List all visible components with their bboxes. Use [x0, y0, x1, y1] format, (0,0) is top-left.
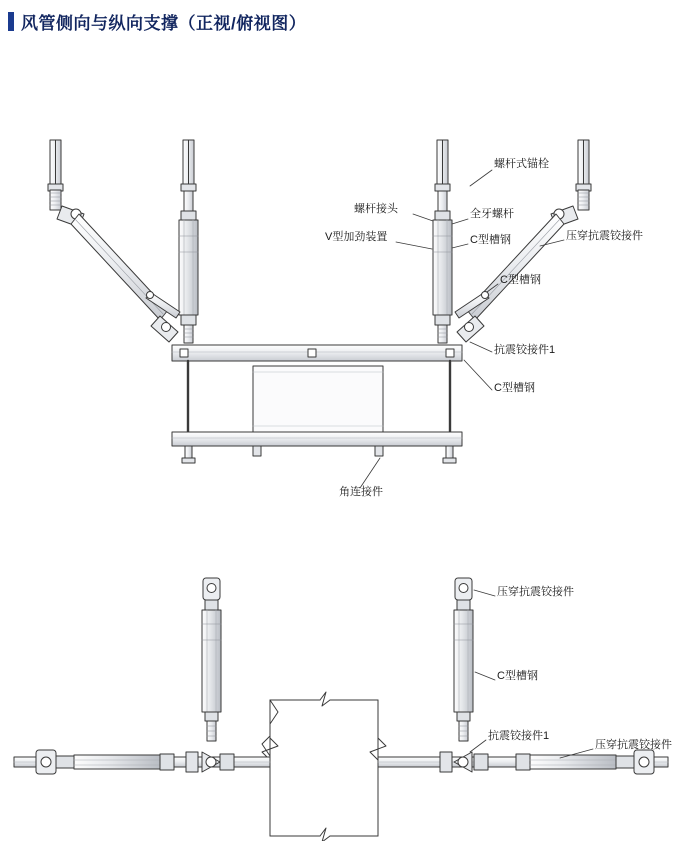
main-c-channel-upper [172, 345, 462, 361]
label-v-stiffener: V型加劲装置 [325, 231, 388, 243]
anchor-rod-left-inner [181, 140, 196, 191]
label-c-channel-right: C型槽钢 [500, 274, 541, 286]
label-c-channel-top-view: C型槽钢 [497, 670, 538, 682]
duct-plan [262, 692, 386, 841]
lower-c-channel [172, 432, 462, 463]
front-view-group [48, 140, 591, 463]
label-rod-joint: 螺杆接头 [354, 203, 398, 215]
title-text: 风管侧向与纵向支撑（正视/俯视图） [21, 13, 307, 33]
top-left-hinge-cluster [186, 752, 234, 772]
duct-body [253, 366, 383, 432]
label-seismic-hinge-joint-1: 抗震铰接件1 [494, 344, 556, 356]
top-strut-left [202, 578, 221, 741]
label-corner-connector: 角连接件 [339, 486, 383, 498]
vertical-strut-left [179, 191, 198, 343]
anchor-rod-left-outer [48, 140, 63, 210]
label-pressure-hinge-joint: 压穿抗震铰接件 [566, 230, 643, 242]
anchor-rod-right-outer [576, 140, 591, 210]
anchor-rod-right-inner [435, 140, 450, 191]
label-seismic-hinge-joint-1-top: 抗震铰接件1 [488, 730, 550, 742]
top-strut-right [454, 578, 473, 741]
label-pressure-hinge-joint-top: 压穿抗震铰接件 [497, 586, 574, 598]
top-right-hinge-cluster [440, 752, 488, 772]
label-c-channel-top: C型槽钢 [470, 234, 511, 246]
label-pressure-hinge-joint-top-right: 压穿抗震铰接件 [595, 739, 672, 751]
leader-lines [360, 170, 593, 758]
top-right-end-hinge [488, 750, 654, 774]
label-full-thread-rod: 全牙螺杆 [470, 208, 514, 220]
top-left-end-hinge [36, 750, 202, 774]
label-anchor-bolt: 螺杆式锚栓 [494, 158, 549, 170]
vertical-strut-right [433, 191, 452, 343]
brace-left-outer [57, 206, 178, 342]
label-c-channel-bottom: C型槽钢 [494, 382, 535, 394]
top-view-group [14, 578, 668, 841]
